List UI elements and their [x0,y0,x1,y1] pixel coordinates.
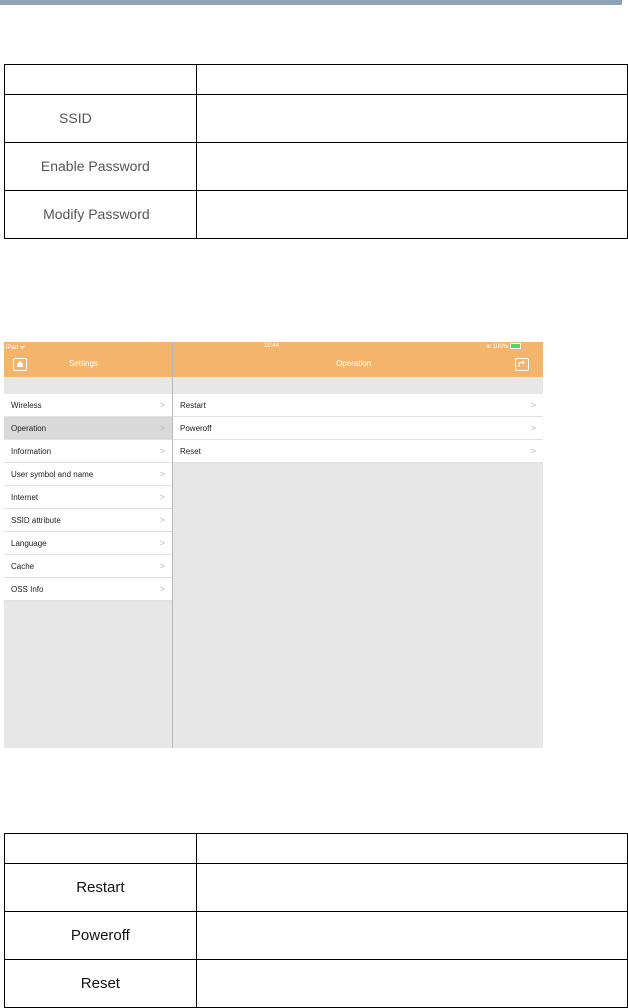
poweroff-item[interactable] [173,417,543,440]
sidebar-item-label: SSID attribute [11,516,61,525]
chevron-right-icon: > [530,423,536,433]
table-cell-label [5,912,197,960]
chevron-right-icon: > [159,469,165,479]
table-cell-label [5,191,197,239]
table-row [5,960,628,1008]
sidebar-item-information[interactable] [4,440,172,463]
operation-menu [173,394,543,463]
table-header-cell [5,65,197,95]
sidebar-item-label: OSS Info [11,585,44,594]
chevron-right-icon: > [159,492,165,502]
battery-icon [510,343,521,349]
table-cell-desc [196,864,627,912]
table-row [5,95,628,143]
sidebar-item-label: Information [11,447,52,456]
chevron-right-icon: > [159,423,165,433]
table-cell-label [5,143,197,191]
chevron-right-icon: > [159,584,165,594]
operation-title: Operation [336,359,372,368]
table-cell-label [5,864,197,912]
sidebar-item-label: Language [11,539,47,548]
sidebar-item-ssid-attribute[interactable] [4,509,172,532]
reset-item[interactable] [173,440,543,463]
list-item-label: Poweroff [180,424,212,433]
sidebar-item-label: Wireless [11,401,42,410]
sidebar-item-wireless[interactable] [4,394,172,417]
chevron-right-icon: > [159,446,165,456]
table-cell-desc [196,191,627,239]
sidebar-item-label: User symbol and name [11,470,94,479]
share-icon[interactable] [515,358,529,371]
table-header-cell [196,834,627,864]
chevron-right-icon: > [159,515,165,525]
table-row [5,143,628,191]
table-cell-label [5,960,197,1008]
chevron-right-icon: > [530,400,536,410]
operation-table [4,833,628,1008]
table-row [5,191,628,239]
table-row [5,864,628,912]
sidebar-item-internet[interactable] [4,486,172,509]
chevron-right-icon: > [530,446,536,456]
ipad-screenshot [4,342,543,748]
sidebar-item-cache[interactable] [4,555,172,578]
nav-bar [4,342,543,377]
table-row [5,912,628,960]
table-header-row [5,65,628,95]
table-header-row [5,834,628,864]
home-icon[interactable] [13,358,27,371]
sidebar-item-language[interactable] [4,532,172,555]
table-header-cell [196,65,627,95]
sidebar-item-oss-info[interactable] [4,578,172,601]
table-cell-desc [196,912,627,960]
table-cell-desc [196,143,627,191]
restart-label: Restart [76,878,125,896]
chevron-right-icon: > [159,561,165,571]
status-battery [486,343,521,350]
status-time: 10:44 [264,343,280,349]
table-cell-label [5,95,197,143]
settings-table [4,64,628,239]
ssid-label: SSID [59,109,92,126]
sidebar-item-operation[interactable] [4,417,172,440]
restart-item[interactable] [173,394,543,417]
modify-password-label: Modify Password [43,205,150,222]
chevron-right-icon: > [159,538,165,548]
settings-title: Settings [69,359,98,368]
table-cell-desc [196,95,627,143]
sidebar-item-label: Cache [11,562,35,571]
list-item-label: Restart [180,401,206,410]
table-header-cell [5,834,197,864]
table-cell-desc [196,960,627,1008]
chevron-right-icon: > [159,400,165,410]
settings-menu [4,394,172,601]
enable-password-label: Enable Password [40,157,150,174]
sidebar-item-user-symbol[interactable] [4,463,172,486]
poweroff-label: Poweroff [70,926,130,944]
battery-text: ⊛ 100% [486,344,509,350]
sidebar-item-label: Operation [11,424,47,433]
sidebar-item-label: Internet [11,493,39,502]
page-top-rule [0,0,622,5]
status-device: iPad ᯤ [6,345,26,351]
list-item-label: Reset [180,447,201,456]
reset-label: Reset [80,974,120,992]
